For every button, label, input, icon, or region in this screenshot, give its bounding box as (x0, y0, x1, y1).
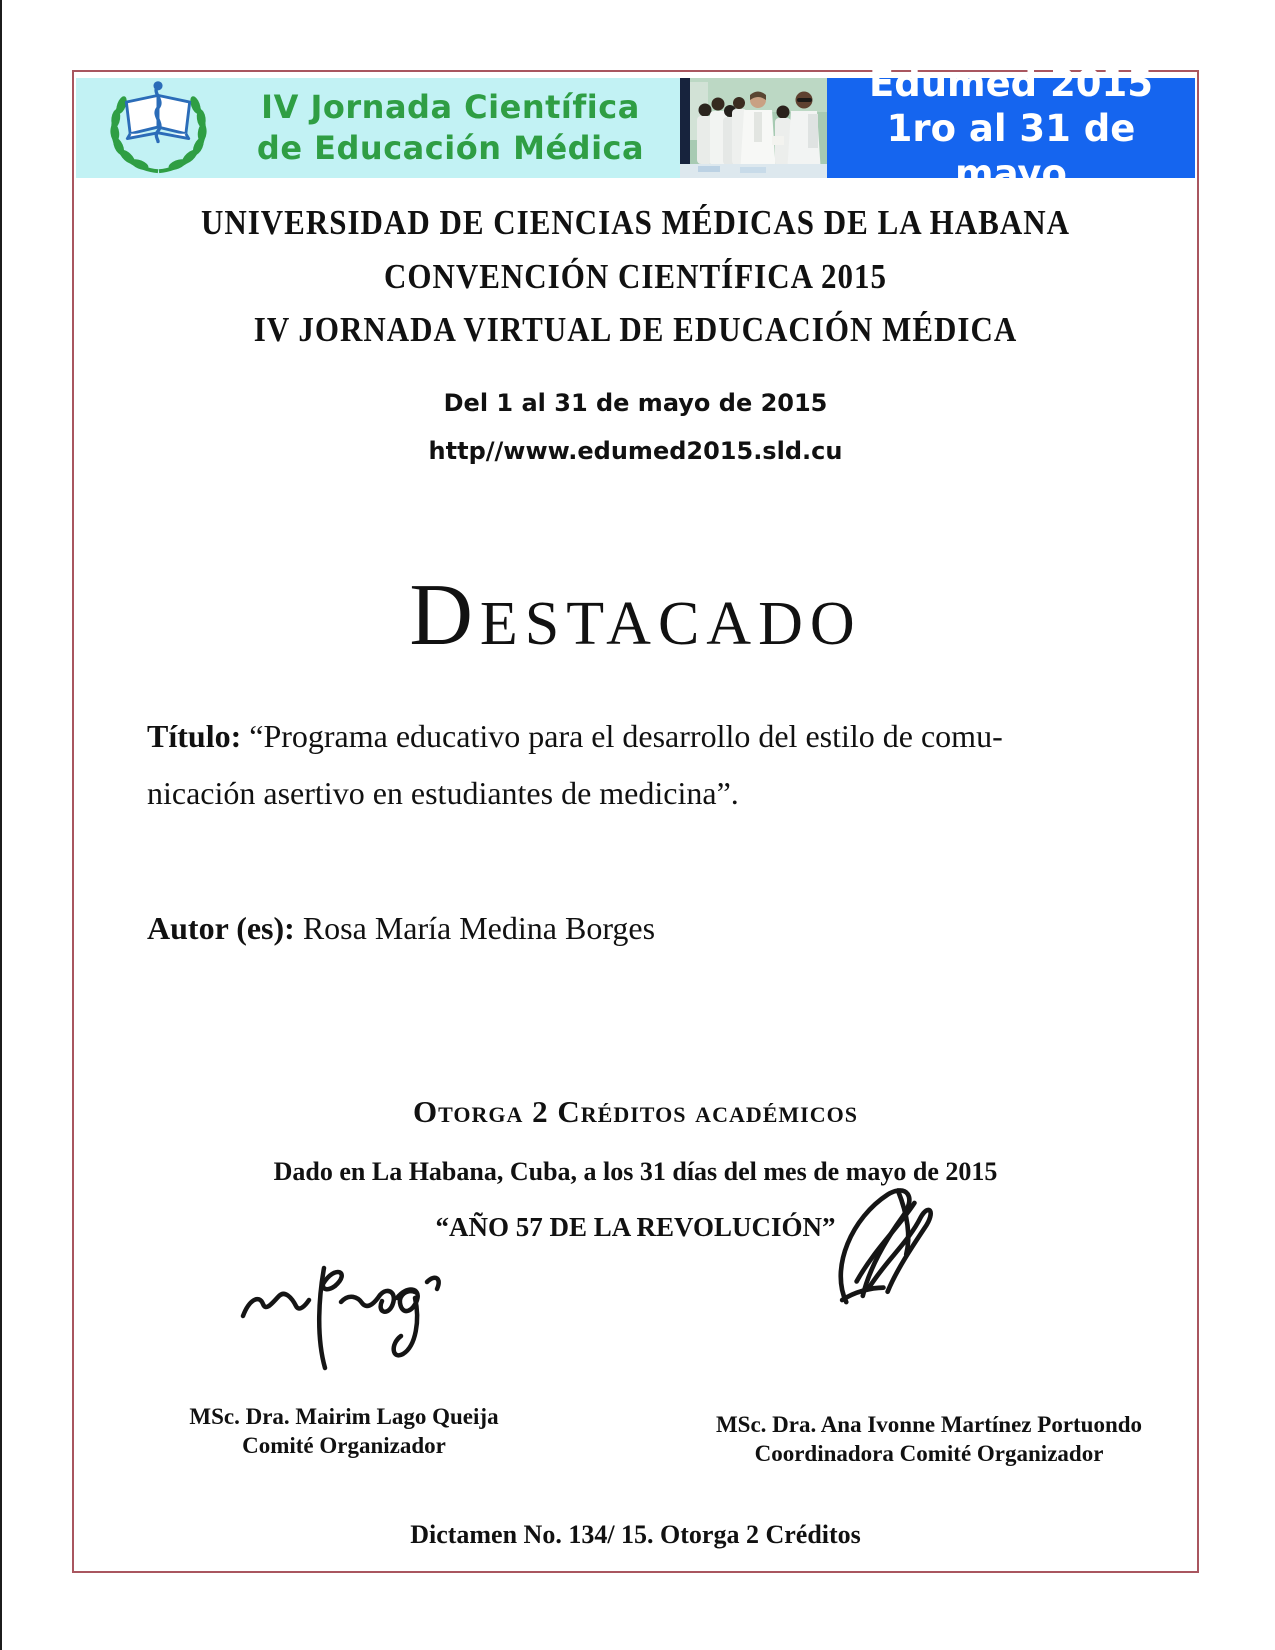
right-signer (669, 1410, 1189, 1468)
work-title (147, 708, 1147, 822)
work-title-line2: nicación asertivo en estudiantes de medicina”. (147, 775, 739, 811)
banner-title-line1: IV Jornada Científica (261, 88, 640, 126)
right-signature-icon (807, 1180, 962, 1330)
header-convention: CONVENCIÓN CIENTÍFICA 2015 (383, 256, 888, 296)
banner-title-line2: de Educación Médica (256, 129, 645, 167)
certificate-frame (72, 61, 1199, 1573)
issued-line: Dado en La Habana, Cuba, a los 31 días del mes de mayo de 2015 (273, 1157, 998, 1186)
header-jornada: IV JORNADA VIRTUAL DE EDUCACIÓN MÉDICA (253, 309, 1018, 349)
banner-right-panel (827, 61, 1195, 195)
work-title-line1 (147, 708, 1147, 765)
author-line (147, 910, 655, 947)
credits-line: Otorga 2 Créditos académicos (413, 1094, 858, 1129)
scan-edge-line (0, 0, 2, 1650)
author-label: Autor (es): (147, 910, 295, 946)
event-date-range: Del 1 al 31 de mayo de 2015 (443, 389, 828, 417)
header-university: UNIVERSIDAD DE CIENCIAS MÉDICAS DE LA HABANA (200, 202, 1071, 242)
right-signer-name: MSc. Dra. Ana Ivonne Martínez Portuondo (715, 1412, 1143, 1437)
left-signer-name: MSc. Dra. Mairim Lago Queija (189, 1404, 499, 1429)
work-title-text1: “Programa educativo para el desarrollo del estilo de comu- (241, 718, 1003, 754)
left-signature-icon (224, 1240, 454, 1395)
dictamen-line: Dictamen No. 134/ 15. Otorga 2 Créditos (410, 1520, 861, 1549)
right-signer-role: Coordinadora Comité Organizador (754, 1441, 1104, 1466)
banner-event-title (221, 87, 680, 169)
event-url: http//www.edumed2015.sld.cu (428, 437, 843, 465)
work-title-label: Título: (147, 718, 242, 754)
banner-edumed-line1: Edumed 2015 (868, 61, 1154, 105)
left-signer-role: Comité Organizador (242, 1433, 446, 1458)
award-heading: Destacado (409, 567, 862, 664)
banner-edumed-line2: 1ro al 31 de mayo (886, 106, 1136, 195)
banner-left-panel (76, 78, 680, 178)
year-motto: “AÑO 57 DE LA REVOLUCIÓN” (435, 1212, 836, 1242)
medical-team-photo (680, 78, 827, 178)
event-banner (76, 61, 1195, 195)
left-signer (114, 1402, 574, 1460)
laurel-book-caduceus-logo-icon (96, 80, 221, 176)
author-name: Rosa María Medina Borges (294, 910, 656, 946)
